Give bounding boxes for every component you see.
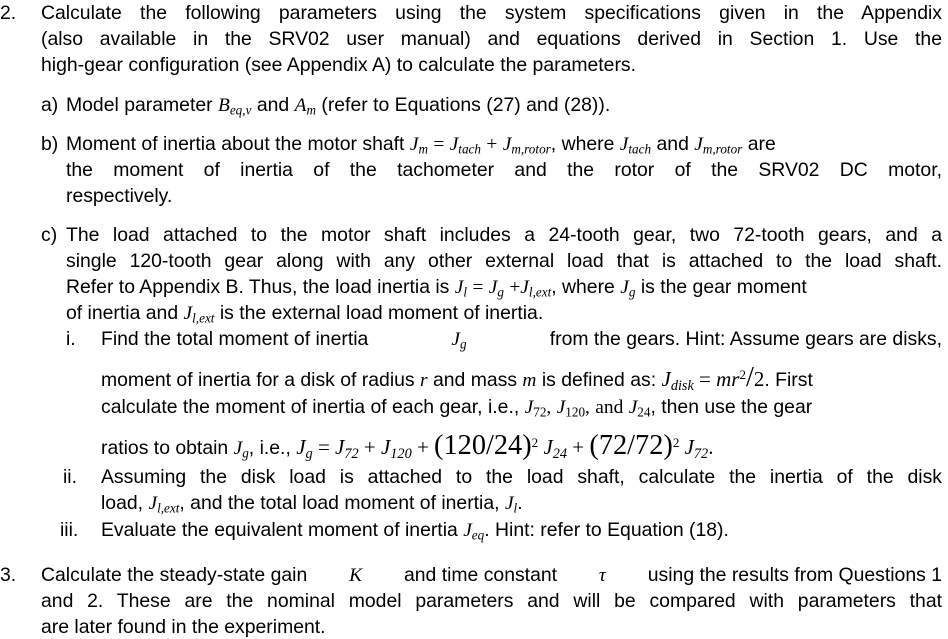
- question-3-line-3: are later found in the experiment.: [41, 616, 326, 638]
- part-b-where: , where: [550, 133, 615, 155]
- part-c-line-3: Refer to Appendix B. Thus, the load inertia is $J_l = J_g +J_{l,ext}$, where $J_g$ is the gear moment: [66, 276, 807, 300]
- part-c-iii-line-1: Evaluate the equivalent moment of inertia $J_{eq}$. Hint: refer to Equation (18).: [101, 519, 729, 543]
- symbol-j-g-2: $J_g$: [620, 277, 636, 300]
- question-2-line-1: Calculate the following parameters using the system specifications given in the Appendix: [41, 2, 942, 24]
- equals-sign: =: [433, 134, 445, 155]
- plus-sign: +: [486, 134, 498, 155]
- symbol-j-l-ext-2: $J_{l,ext}$: [183, 303, 215, 326]
- part-c-ii-line-2: load, $J_{l,ext}$, and the total load moment of inertia, $J_l$.: [101, 492, 523, 516]
- symbol-j-tach: $J_{tach}$: [449, 134, 482, 157]
- symbol-tau: τ: [598, 565, 606, 586]
- symbol-j-24: $J_{24}$: [628, 397, 651, 420]
- part-b-pre: Moment of inertia about the motor shaft: [66, 133, 405, 155]
- part-a-label: a): [41, 94, 59, 116]
- symbol-mass: m: [522, 370, 537, 391]
- part-b-and: and: [656, 133, 689, 155]
- part-c-l3-pre: Refer to Appendix B. Thus, the load inertia is: [66, 276, 450, 298]
- symbol-j-l-ext-3: $J_{l,ext}$: [148, 493, 180, 516]
- part-b-line-1: [66, 133, 776, 157]
- symbol-j-120: $J_{120}$: [556, 397, 586, 420]
- symbol-k: K: [349, 565, 363, 586]
- symbol-j-l: $J_l$: [454, 277, 468, 300]
- question-3-line-1: Calculate the steady-state gain K and time constant τ using the results from Questions 1: [41, 564, 942, 586]
- gear-ratio-formula: $J_g = J_{72} + J_{120} + (120/24)^2$ $J_{24} + (72/72)^2$ $J_{72}$.: [296, 430, 714, 462]
- part-c-i-line-3: calculate the moment of inertia of each gear, i.e., $J_{72}$, $J_{120}$, and $J_{24}$, then use the gear: [101, 396, 813, 420]
- symbol-j-72: $J_{72}$: [524, 397, 547, 420]
- part-c-i-line-4: ratios to obtain $J_g$, i.e., $J_g = J_{72} + J_{120} + (120/24)^2$ $J_{24} + (72/72)^2$ $J_{72}$.: [101, 430, 714, 462]
- symbol-j-m: $J_m$: [409, 134, 428, 157]
- question-3-number: 3.: [0, 564, 17, 586]
- part-c-line-1: The load attached to the motor shaft includes a 24-tooth gear, two 72-tooth gears, and a: [66, 224, 942, 246]
- symbol-j-g-4: $J_g$: [233, 438, 249, 461]
- question-2-line-2: (also available in the SRV02 user manual) and equations derived in Section 1. Use the: [41, 28, 942, 50]
- part-a-pre: Model parameter: [66, 94, 213, 116]
- part-b-line-2: the moment of inertia of the tachometer and the rotor of the SRV02 DC motor,: [66, 159, 942, 181]
- question-2-number: 2.: [0, 2, 17, 24]
- part-c-i-label: i.: [66, 328, 76, 350]
- part-b-label: b): [41, 133, 59, 155]
- question-2-line-3: high-gear configuration (see Appendix A) to calculate the parameters.: [41, 54, 637, 76]
- part-c-ii-label: ii.: [63, 466, 78, 488]
- part-a-text: [66, 94, 611, 118]
- part-c-label: c): [41, 224, 58, 246]
- symbol-b-eqv: $B_{eq,v}$: [217, 95, 252, 118]
- symbol-j-l-2: $J_l$: [504, 493, 518, 516]
- symbol-j-l-ext: $J_{l,ext}$: [520, 277, 552, 300]
- part-a-post: (refer to Equations (27) and (28)).: [321, 94, 611, 116]
- question-3-line-2: and 2. These are the nominal model parameters and will be compared with parameters that: [41, 590, 942, 612]
- symbol-j-g: $J_g$: [488, 277, 504, 300]
- symbol-r: r: [420, 370, 428, 391]
- part-c-i-line-2: moment of inertia for a disk of radius r and mass m is defined as: $J_{disk} = mr^2/2$. First: [101, 362, 813, 394]
- symbol-j-m-rotor-2: $J_{m,rotor}$: [694, 134, 743, 157]
- part-c-line-2: single 120-tooth gear along with any other external load that is attached to the load shaft.: [66, 250, 942, 272]
- part-c-line-4: of inertia and $J_{l,ext}$ is the external load moment of inertia.: [66, 302, 544, 326]
- part-c-i-line-1: Find the total moment of inertia $J_g$ from the gears. Hint: Assume gears are disks,: [101, 328, 942, 352]
- disk-inertia-formula: $J_{disk} = mr^2/2$: [661, 362, 765, 394]
- part-b-are: are: [747, 133, 776, 155]
- symbol-j-eq: $J_{eq}$: [463, 520, 485, 543]
- symbol-j-tach-2: $J_{tach}$: [619, 134, 652, 157]
- part-c-ii-line-1: Assuming the disk load is attached to the load shaft, calculate the inertia of the disk: [101, 466, 942, 488]
- symbol-a-m: $A_m$: [294, 95, 316, 118]
- part-a-and: and: [256, 94, 290, 116]
- symbol-j-m-rotor: $J_{m,rotor}$: [502, 134, 551, 157]
- part-c-iii-label: iii.: [60, 519, 79, 541]
- part-b-line-3: respectively.: [66, 185, 173, 207]
- symbol-j-g-3: $J_g$: [451, 329, 467, 352]
